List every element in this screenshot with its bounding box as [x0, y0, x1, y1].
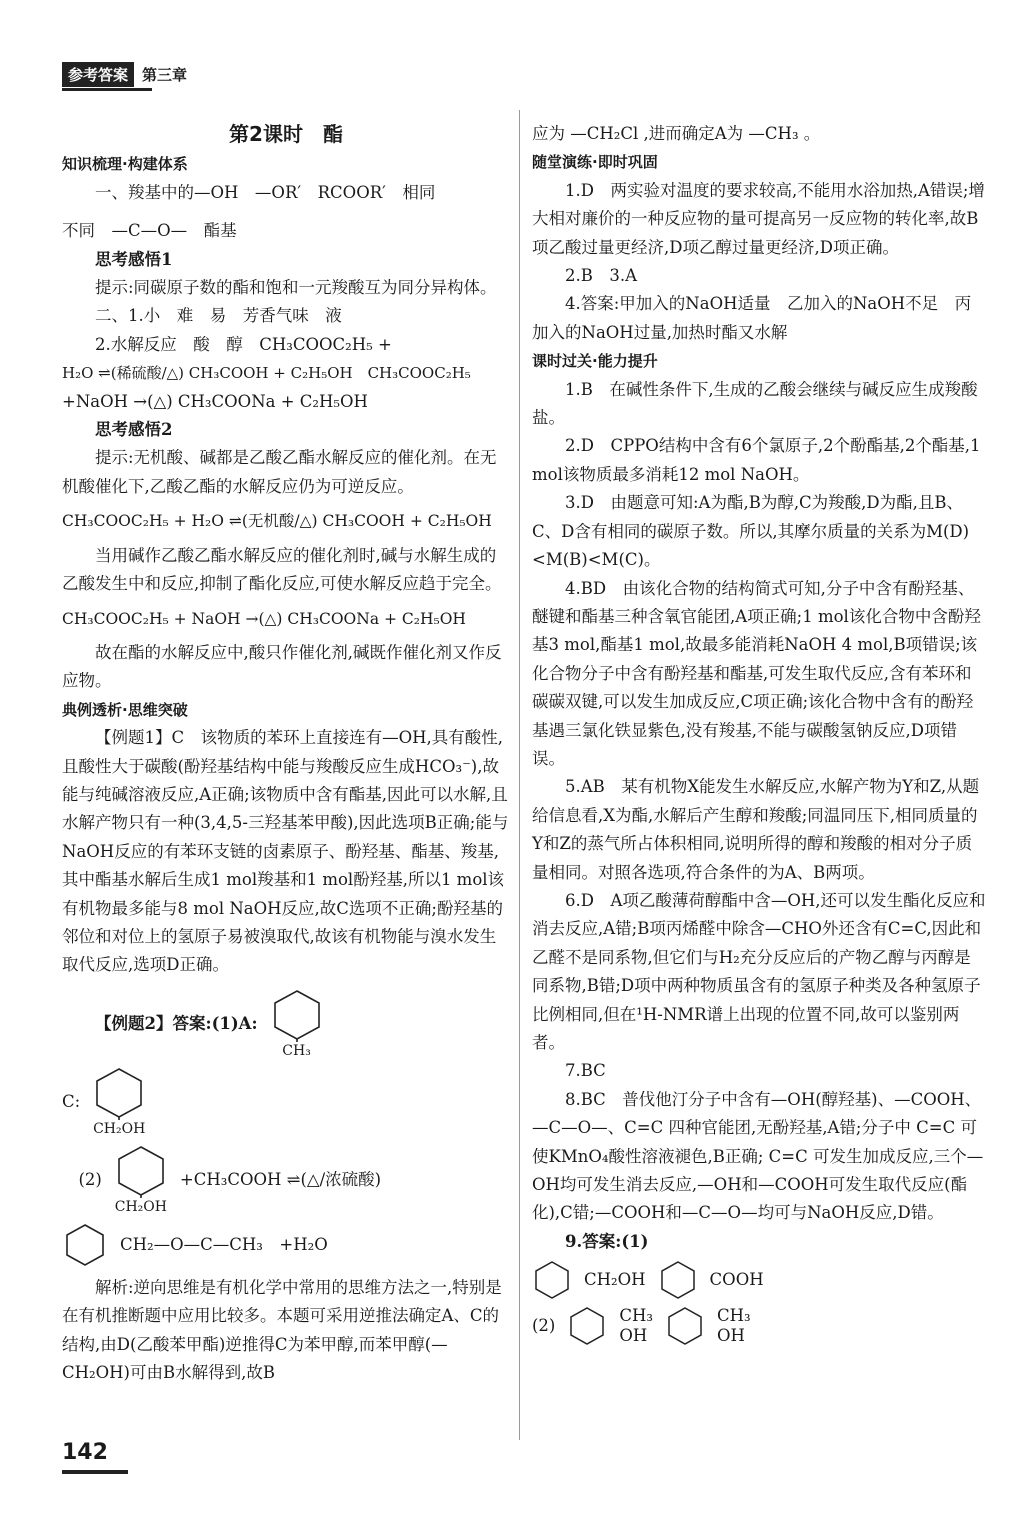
think-heading: 思考感悟1 [95, 249, 173, 269]
answer-line: 二、1.小 难 易 芳香气味 液 [95, 306, 342, 326]
paragraph: 提示:同碳原子数的酯和饱和一元羧酸互为同分异构体。 [95, 278, 497, 298]
equation: +NaOH →(△) CH₃COONa + C₂H₅OH [62, 391, 368, 411]
paragraph: 提示:无机酸、碱都是乙酸乙酯水解反应的催化剂。在无机酸催化下,乙酸乙酯的水解反应仍为可逆反应。 [62, 448, 497, 496]
substituent-label: CH₂OH [93, 1120, 146, 1137]
benzene-ring-icon [567, 1306, 607, 1346]
answer-item: 8.BC 普伐他汀分子中含有—OH(醇羟基)、—COOH、—C—O—、C=C 四种官能团,无酚羟基,A错;分子中 C=C 可使KMnO₄酸性溶液褪色,B正确; C=C 可发生加成反应,三个—OH均可发生消去反应,—OH和—COOH可发生取代反应(酯化),C错;—COOH和—C—O—均可与NaOH反应,D错。 [532, 1089, 984, 1223]
part-label: (2) [78, 1169, 102, 1189]
toluene-structure [270, 988, 324, 1060]
think-heading: 思考感悟2 [95, 420, 173, 440]
paragraph: 故在酯的水解反应中,酸只作催化剂,碱既作催化剂又作反应物。 [62, 642, 502, 691]
substituent-label: OH [619, 1326, 648, 1346]
example-2-reaction [62, 1144, 510, 1216]
answer-9-structures [532, 1260, 986, 1300]
answer-item: 6.D A项乙酸薄荷醇酯中含—OH,还可以发生酯化反应和消去反应,A错;B项丙烯醛中除含—CHO外还含有C=C,因此和乙醛不是同系物,但它们与H₂充分反应后的产物乙醇与丙醇是同系物,B错;D项中两种物质虽含有的氢原子种类及各种氢原子比例相同,但在¹H-NMR谱上出现的位置不同,故可以鉴别两者。 [532, 890, 986, 1052]
answer-item: 5.AB 某有机物X能发生水解反应,水解产物为Y和Z,从题给信息看,X为酯,水解后产生醇和羧酸;同温同压下,相同质量的Y和Z的蒸气所占体积相同,说明所得的醇和羧酸的相对分子质量相同。对照各选项,符合条件的为A、B两项。 [532, 777, 980, 882]
benzyl-alcohol-structure [92, 1066, 146, 1138]
answer-item: 4.答案:甲加入的NaOH适量 乙加入的NaOH不足 丙加入的NaOH过量,加热时酯又水解 [532, 294, 972, 342]
benzene-ring-icon [532, 1260, 572, 1300]
section-heading: 知识梳理·构建体系 [62, 155, 188, 174]
lesson-title: 第2课时 酯 [229, 122, 343, 146]
example-2-c [62, 1066, 510, 1138]
example-2-head: 【例题2】答案:(1)A: [95, 1013, 258, 1033]
paragraph: 应为 —CH₂Cl ,进而确定A为 —CH₃ 。 [532, 124, 821, 143]
paragraph: 当用碱作乙酸乙酯水解反应的催化剂时,碱与水解生成的乙酸发生中和反应,抑制了酯化反应,可使水解反应趋于完全。 [62, 545, 502, 594]
substituent-label: CH₃ [619, 1306, 654, 1326]
answer-line: 一、羧基中的—OH —OR′ RCOOR′ 相同 [95, 182, 436, 202]
compound-label: C: [62, 1091, 81, 1111]
equation: H₂O ⇌(稀硫酸/△) CH₃COOH + C₂H₅OH CH₃COOC₂H₅ [62, 364, 471, 383]
answer-tag: 参考答案 [62, 62, 134, 87]
equation: 2.水解反应 酸 醇 CH₃COOC₂H₅ + [95, 334, 392, 354]
cresol-substituents [717, 1306, 751, 1346]
product-formula: CH₂—O—C—CH₃ +H₂O [120, 1234, 328, 1254]
benzene-ring-icon [658, 1260, 698, 1300]
page-number: 142 [62, 1440, 108, 1465]
analysis: 解析:逆向思维是有机化学中常用的思维方法之一,特别是在有机推断题中应用比较多。本题可采用逆推法确定A、C的结构,由D(乙酸苯甲酯)逆推得C为苯甲醇,而苯甲醇(—CH₂OH)可由B水解得到,故B [62, 1277, 502, 1382]
equation: CH₃COOC₂H₅ + H₂O ⇌(无机酸/△) CH₃COOH + C₂H₅OH [62, 512, 492, 531]
section-heading: 随堂演练·即时巩固 [532, 153, 658, 172]
example-2-a [62, 988, 510, 1060]
answer-item: 1.D 两实验对温度的要求较高,不能用水浴加热,A错误;增大相对廉价的一种反应物的量可提高另一反应物的转化率,故B项乙酸过量更经济,D项乙醇过量更经济,D项正确。 [532, 180, 985, 257]
substituent-label: CH₃ [717, 1306, 751, 1326]
page-number-bar [62, 1470, 128, 1474]
answer-item: 3.D 由题意可知:A为酯,B为醇,C为羧酸,D为酯,且B、C、D含有相同的碳原子数。所以,其摩尔质量的关系为M(D)<M(B)<M(C)。 [532, 493, 970, 570]
page-header [62, 62, 187, 87]
section-heading: 课时过关·能力提升 [532, 352, 658, 371]
benzene-ring-icon [62, 1222, 108, 1268]
benzene-ring-icon [665, 1306, 705, 1346]
substituent-label: OH [717, 1326, 745, 1346]
example-1: 【例题1】C 该物质的苯环上直接连有—OH,具有酸性,且酸性大于碳酸(酚羟基结构中能与羧酸反应生成HCO₃⁻),故能与纯碱溶液反应,A正确;该物质中含有酯基,因此可以水解,且水解产物只有一种(3,4,5-三羟基苯甲酸),因此选项B正确;能与NaOH反应的有苯环支链的卤素原子、酚羟基、酯基、羧基,其中酯基水解后生成1 mol羧基和1 mol酚羟基,所以1 mol该有机物最多能与8 mol NaOH反应,故C选项不正确;酚羟基的邻位和对位上的氢原子易被溴取代,故该有机物能与溴水发生取代反应,选项D正确。 [62, 728, 509, 975]
benzene-ring-icon [92, 1066, 146, 1120]
answer-item: 2.D CPPO结构中含有6个氯原子,2个酚酯基,2个酯基,1 mol该物质最多消耗12 mol NaOH。 [532, 436, 981, 484]
column-divider [519, 110, 520, 1440]
substituent-label: COOH [709, 1270, 764, 1290]
benzene-ring-icon [114, 1144, 168, 1198]
answer-9-part-2 [532, 1306, 986, 1346]
answer-item: 1.B 在碱性条件下,生成的乙酸会继续与碱反应生成羧酸盐。 [532, 379, 978, 428]
cresol-substituents [619, 1306, 653, 1346]
section-heading: 典例透析·思维突破 [62, 700, 188, 719]
answer-item: 4.BD 由该化合物的结构简式可知,分子中含有酚羟基、醚键和酯基三种含氧官能团,A项正确;1 mol该化合物中含酚羟基3 mol,酯基1 mol,故最多能消耗NaOH 4 mol,B项错误;该化合物分子中含有酚羟基和酯基,可发生取代反应,含有苯环和碳碳双键,可以发生加成反应,C项正确;该化合物中含有的酚羟基遇三氯化铁显紫色,没有羧基,不能与碳酸氢钠反应,D项错误。 [532, 578, 981, 768]
substituent-label: CH₃ [282, 1042, 311, 1059]
header-rule [62, 88, 152, 91]
substituent-label: CH₂OH [584, 1270, 646, 1290]
equation: +CH₃COOH ⇌(△/浓硫酸) [179, 1169, 382, 1189]
left-column [62, 120, 510, 1387]
answer-item: 9.答案:(1) [565, 1231, 649, 1251]
answer-item: 7.BC [565, 1061, 606, 1081]
right-column [532, 120, 986, 1352]
example-2-product [62, 1222, 510, 1268]
chapter-label: 第三章 [142, 66, 188, 84]
answer-item: 2.B 3.A [565, 266, 638, 286]
answer-line: 不同 —C—O— 酯基 [62, 221, 237, 241]
benzyl-alcohol-structure [114, 1144, 168, 1216]
benzene-ring-icon [270, 988, 324, 1042]
substituent-label: CH₂OH [114, 1198, 167, 1215]
part-label: (2) [532, 1316, 556, 1336]
equation: CH₃COOC₂H₅ + NaOH →(△) CH₃COONa + C₂H₅OH [62, 609, 466, 628]
